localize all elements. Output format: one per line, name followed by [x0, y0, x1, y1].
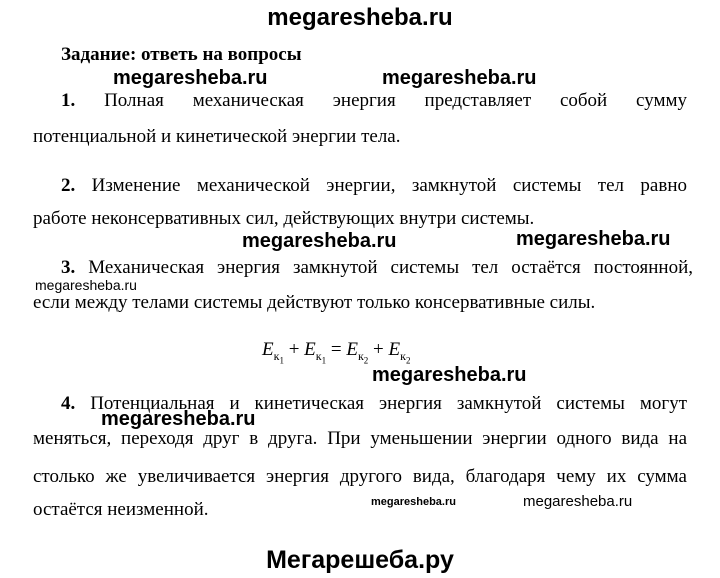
formula-symbol: E: [304, 339, 316, 360]
watermark: megaresheba.ru: [113, 67, 268, 89]
formula-operator: +: [373, 339, 384, 360]
formula-symbol: E: [262, 339, 274, 360]
answer-text: Потенциальная и кинетическая энергия замкнутой системы могут: [90, 393, 688, 414]
answer-text: Механическая энергия замкнутой системы тел остаётся постоянной,: [88, 257, 694, 278]
answer-1-line-1: [61, 90, 687, 112]
answer-3-line-1: [61, 257, 693, 279]
formula-index: 2: [405, 355, 411, 366]
task-heading: Задание: ответь на вопросы: [61, 44, 302, 65]
formula-index: 2: [363, 355, 369, 366]
watermark: megaresheba.ru: [382, 67, 537, 89]
answer-text: Полная механическая энергия представляет собой сумму: [104, 90, 688, 111]
formula-symbol: E: [388, 339, 401, 360]
formula-subscript: к: [400, 348, 406, 363]
watermark: megaresheba.ru: [523, 493, 633, 510]
answer-1-line-2: потенциальной и кинетической энергии тела.: [33, 126, 401, 147]
watermark: megaresheba.ru: [372, 364, 527, 386]
answer-text: Изменение механической энергии, замкнутой системы тел равно: [91, 175, 687, 196]
watermark: megaresheba.ru: [35, 277, 137, 293]
answer-2-line-1: [61, 175, 687, 197]
formula-subscript: к: [273, 348, 280, 363]
watermark: megaresheba.ru: [371, 496, 456, 508]
formula-operator: =: [330, 339, 342, 360]
formula-subscript: к: [315, 348, 322, 363]
answer-number: 3.: [61, 257, 76, 278]
energy-formula: [262, 339, 410, 365]
footer-brand: Мегарешеба.ру: [266, 546, 454, 574]
formula-index: 1: [321, 355, 327, 366]
watermark: megaresheba.ru: [516, 228, 671, 250]
answer-number: 1.: [61, 90, 76, 111]
answer-4-line-3: столько же увеличивается энергия другого вида, благодаря чему их сумма: [33, 466, 687, 487]
answer-3-line-2: если между телами системы действуют только консервативные силы.: [33, 292, 596, 313]
watermark-top: megaresheba.ru: [267, 4, 453, 31]
answer-2-line-2: работе неконсервативных сил, действующих внутри системы.: [33, 208, 535, 229]
watermark: megaresheba.ru: [242, 230, 397, 252]
answer-number: 2.: [61, 175, 76, 196]
formula-operator: +: [288, 339, 300, 360]
answer-number: 4.: [61, 393, 76, 414]
formula-symbol: E: [346, 339, 358, 360]
answer-4-line-4: остаётся неизменной.: [33, 499, 209, 520]
answer-4-line-2: меняться, переходя друг в друга. При уменьшении энергии одного вида на: [33, 428, 687, 449]
formula-subscript: к: [357, 348, 364, 363]
watermark: megaresheba.ru: [101, 408, 256, 430]
formula-index: 1: [279, 355, 284, 366]
